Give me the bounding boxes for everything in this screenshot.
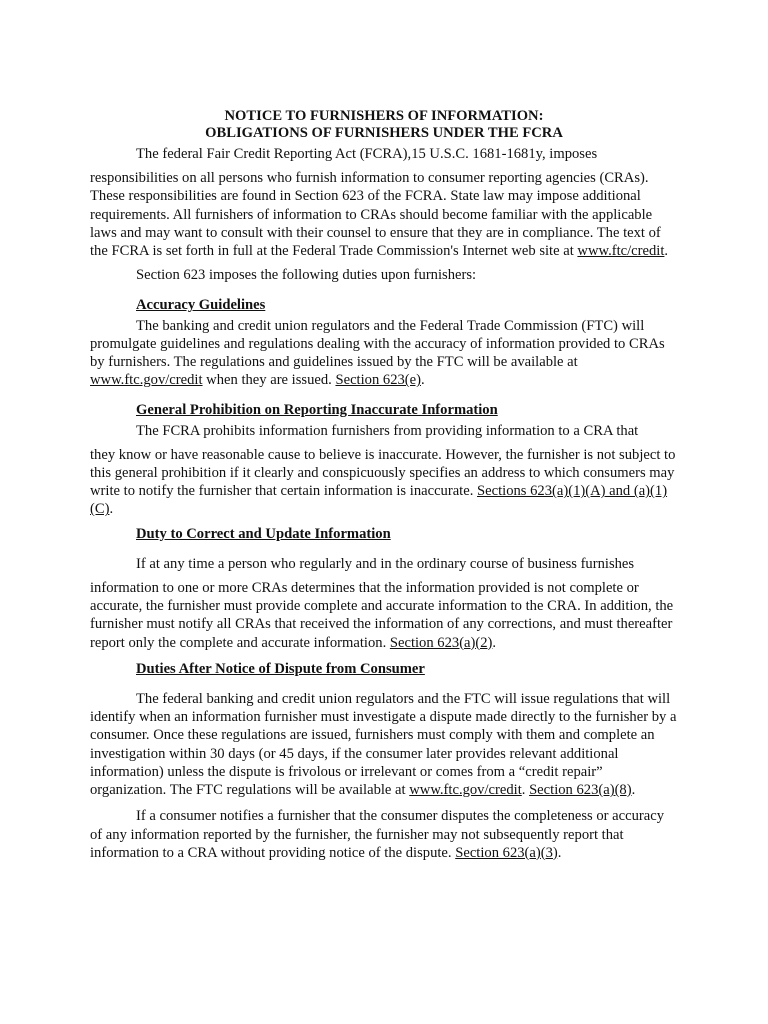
- document-page: [90, 108, 678, 862]
- intro-text: responsibilities on all persons who furnish information to consumer reporting agencies (CRAs). These responsibilities are found in Section 623 of the FCRA. State law may impose additional requirements. All furnishers of information to CRAs should become familiar with the applicable laws and may want to consult with their counsel to ensure that they are in compliance. The text of the FCRA is set forth in full at the Federal Trade Commission's Internet web site at: [90, 170, 661, 260]
- correct-paragraph: [90, 579, 678, 652]
- intro-tail: .: [664, 243, 669, 260]
- heading-duties-after-dispute: Duties After Notice of Dispute from Consumer: [136, 660, 425, 677]
- heading-general-prohibition: General Prohibition on Reporting Inaccurate Information: [136, 402, 498, 419]
- title-line-2: OBLIGATIONS OF FURNISHERS UNDER THE FCRA: [205, 125, 563, 141]
- prohibition-paragraph: [90, 446, 678, 519]
- correct-text: information to one or more CRAs determines that the information provided is not complete or accurate, the furnisher must provide complete and accurate information to the CRA. In addition, the furnisher must notify all CRAs that received the information of any corrections, and must thereafter report only the complete and accurate information.: [90, 580, 674, 651]
- heading-duty-to-correct: Duty to Correct and Update Information: [136, 525, 391, 542]
- dispute-text: The federal banking and credit union regulators and the FTC will issue regulations that will identify when an information furnisher must investigate a dispute made directly to the furnisher by a consumer. Once these regulations are issued, furnishers must comply with them and complete an investigation within 30 days (or 45 days, if the consumer later provides relevant additional information) unless the dispute is frivolous or irrelevant or comes from a “credit repair” organization. The FTC regulations will be available at: [90, 691, 677, 799]
- accuracy-tail: .: [420, 372, 425, 389]
- ftc-gov-credit-link[interactable]: www.ftc.gov/credit: [90, 372, 203, 389]
- intro-paragraph: [90, 169, 678, 260]
- prohibition-tail: .: [109, 501, 114, 518]
- duties-intro: Section 623 imposes the following duties upon furnishers:: [136, 267, 477, 284]
- document-title: [90, 108, 678, 142]
- correct-tail: .: [492, 634, 497, 651]
- accuracy-paragraph: [90, 317, 678, 390]
- intro-lead: The federal Fair Credit Reporting Act (FCRA),15 U.S.C. 1681-1681y, imposes: [136, 146, 598, 162]
- correct-lead: If at any time a person who regularly and in the ordinary course of business furnishes: [136, 555, 635, 572]
- accuracy-text: The banking and credit union regulators and the Federal Trade Commission (FTC) will promulgate guidelines and regulations dealing with the accuracy of information provided to CRAs by furnishers. The regulations and guidelines issued by the FTC will be available at: [90, 317, 665, 371]
- section-623a8-cite: Section 623(a)(8): [529, 782, 632, 799]
- dispute-notice-paragraph: [90, 807, 678, 862]
- title-line-1: NOTICE TO FURNISHERS OF INFORMATION:: [224, 108, 544, 124]
- ftc-gov-credit-link-2[interactable]: www.ftc.gov/credit: [409, 782, 522, 799]
- section-623a3-cite: Section 623(a)(3): [455, 844, 558, 861]
- prohibition-text: they know or have reasonable cause to believe is inaccurate. However, the furnisher is not subject to this general prohibition if it clearly and conspicuously specifies an address to which consumers may write to notify the furnisher that certain information is inaccurate.: [90, 446, 676, 500]
- dispute-tail: .: [631, 782, 636, 799]
- dispute-notice-text: If a consumer notifies a furnisher that the consumer disputes the completeness or accuracy of any information reported by the furnisher, the furnisher may not subsequently report that information to a CRA without providing notice of the dispute.: [90, 808, 665, 861]
- dispute-mid: .: [521, 782, 530, 799]
- section-623e-cite: Section 623(e): [335, 372, 421, 389]
- ftc-credit-link[interactable]: www.ftc/credit: [577, 243, 665, 260]
- accuracy-mid: when they are issued.: [202, 372, 336, 389]
- heading-accuracy-guidelines: Accuracy Guidelines: [136, 297, 266, 314]
- dispute-notice-tail: .: [557, 844, 562, 861]
- section-623a2-cite: Section 623(a)(2): [389, 634, 493, 651]
- prohibition-lead: The FCRA prohibits information furnishers from providing information to a CRA that: [136, 422, 639, 439]
- sections-623a1-cite: Sections 623(a)(1)(A) and (a)(1)(C): [90, 483, 668, 518]
- dispute-paragraph: [90, 690, 678, 799]
